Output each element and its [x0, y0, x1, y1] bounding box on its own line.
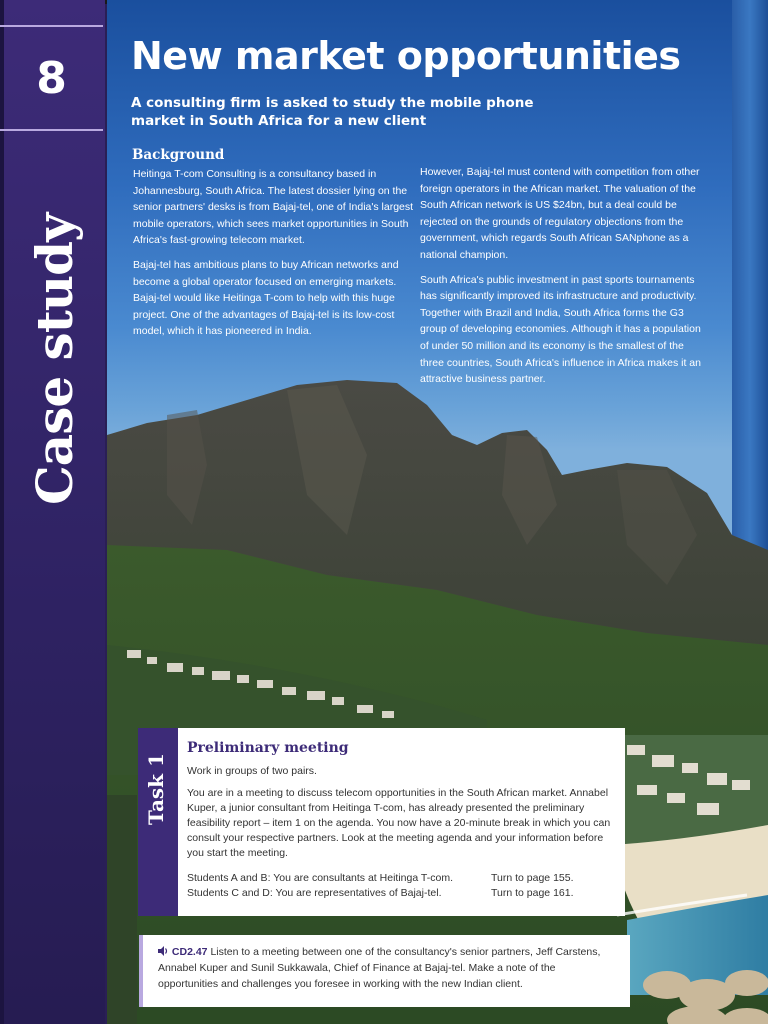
background-paragraph: Heitinga T-com Consulting is a consultancy based in Johannesburg, South Africa. The latest dossier lying on the senior partners' desks is from Bajaj-tel, one of India's largest mobile operators, which sees market opportunities in South Africa's fast-growing telecom market.	[133, 168, 414, 247]
student-group: Students C and D: You are representatives of Bajaj-tel.	[187, 887, 442, 899]
listening-text	[158, 944, 616, 992]
student-group: Students A and B: You are consultants at Heitinga T-com.	[187, 872, 453, 884]
case-study-sidebar	[0, 0, 105, 1024]
chapter-number-box	[0, 25, 103, 131]
section-label: Case study	[25, 213, 84, 505]
sidebar-edge	[0, 0, 4, 1024]
page-title: New market opportunities	[131, 34, 681, 78]
background-paragraph: However, Bajaj-tel must contend with competition from other foreign operators in the African market. The valuation of the South African network is US $24bn, but a deal could be rejected on the grounds of regulatory objections from the government, which regards South African SANphone as a national champion.	[420, 166, 700, 261]
speaker-icon	[158, 946, 169, 956]
background-heading: Background	[132, 147, 225, 163]
listening-instruction: Listen to a meeting between one of the consultancy's senior partners, Jeff Carstens, Annabel Kuper and Sunil Sukkawala, Chief of Finance at Bajaj-tel. Make a note of the opportunities and challenges you foresee in working with the new Indian client.	[158, 946, 601, 990]
page-subtitle: A consulting firm is asked to study the mobile phone market in South Africa for a new client	[131, 95, 534, 129]
chapter-number: 8	[36, 52, 67, 104]
background-column-left	[133, 166, 415, 348]
page-reference: Turn to page 161.	[491, 887, 574, 899]
task-body: You are in a meeting to discuss telecom opportunities in the South African market. Annabel Kuper, a junior consultant from Heitinga T-com, has already presented the preliminary feasibility report – item 1 on the agenda. You now have a 20-minute break in which you can consult your respective partners. Look at the meeting agenda and your information before you start the meeting.	[187, 787, 611, 859]
background-paragraph: Bajaj-tel has ambitious plans to buy African networks and become a global operator focused on emerging markets. Bajaj-tel would like Heitinga T-com to help with this huge project. One of the advantages of Bajaj-tel is its low-cost model, which it has pioneered in India.	[133, 258, 399, 338]
audio-track: CD2.47	[171, 946, 208, 958]
mountain-photo	[107, 375, 768, 1024]
background-paragraph: South Africa's public investment in past sports tournaments has significantly improved its infrastructure and productivity. Together with Brazil and India, South Africa forms the G3 group of developing economies. Although it has a population of under 50 million and its economy is the smallest of the three countries, South Africa's influence in Africa makes it an attractive business partner.	[420, 273, 701, 386]
task-instruction: Work in groups of two pairs.	[187, 765, 317, 777]
task-label: Task 1	[144, 753, 168, 825]
task-title: Preliminary meeting	[187, 740, 349, 756]
page-reference: Turn to page 155.	[491, 872, 574, 884]
background-column-right	[420, 164, 710, 396]
